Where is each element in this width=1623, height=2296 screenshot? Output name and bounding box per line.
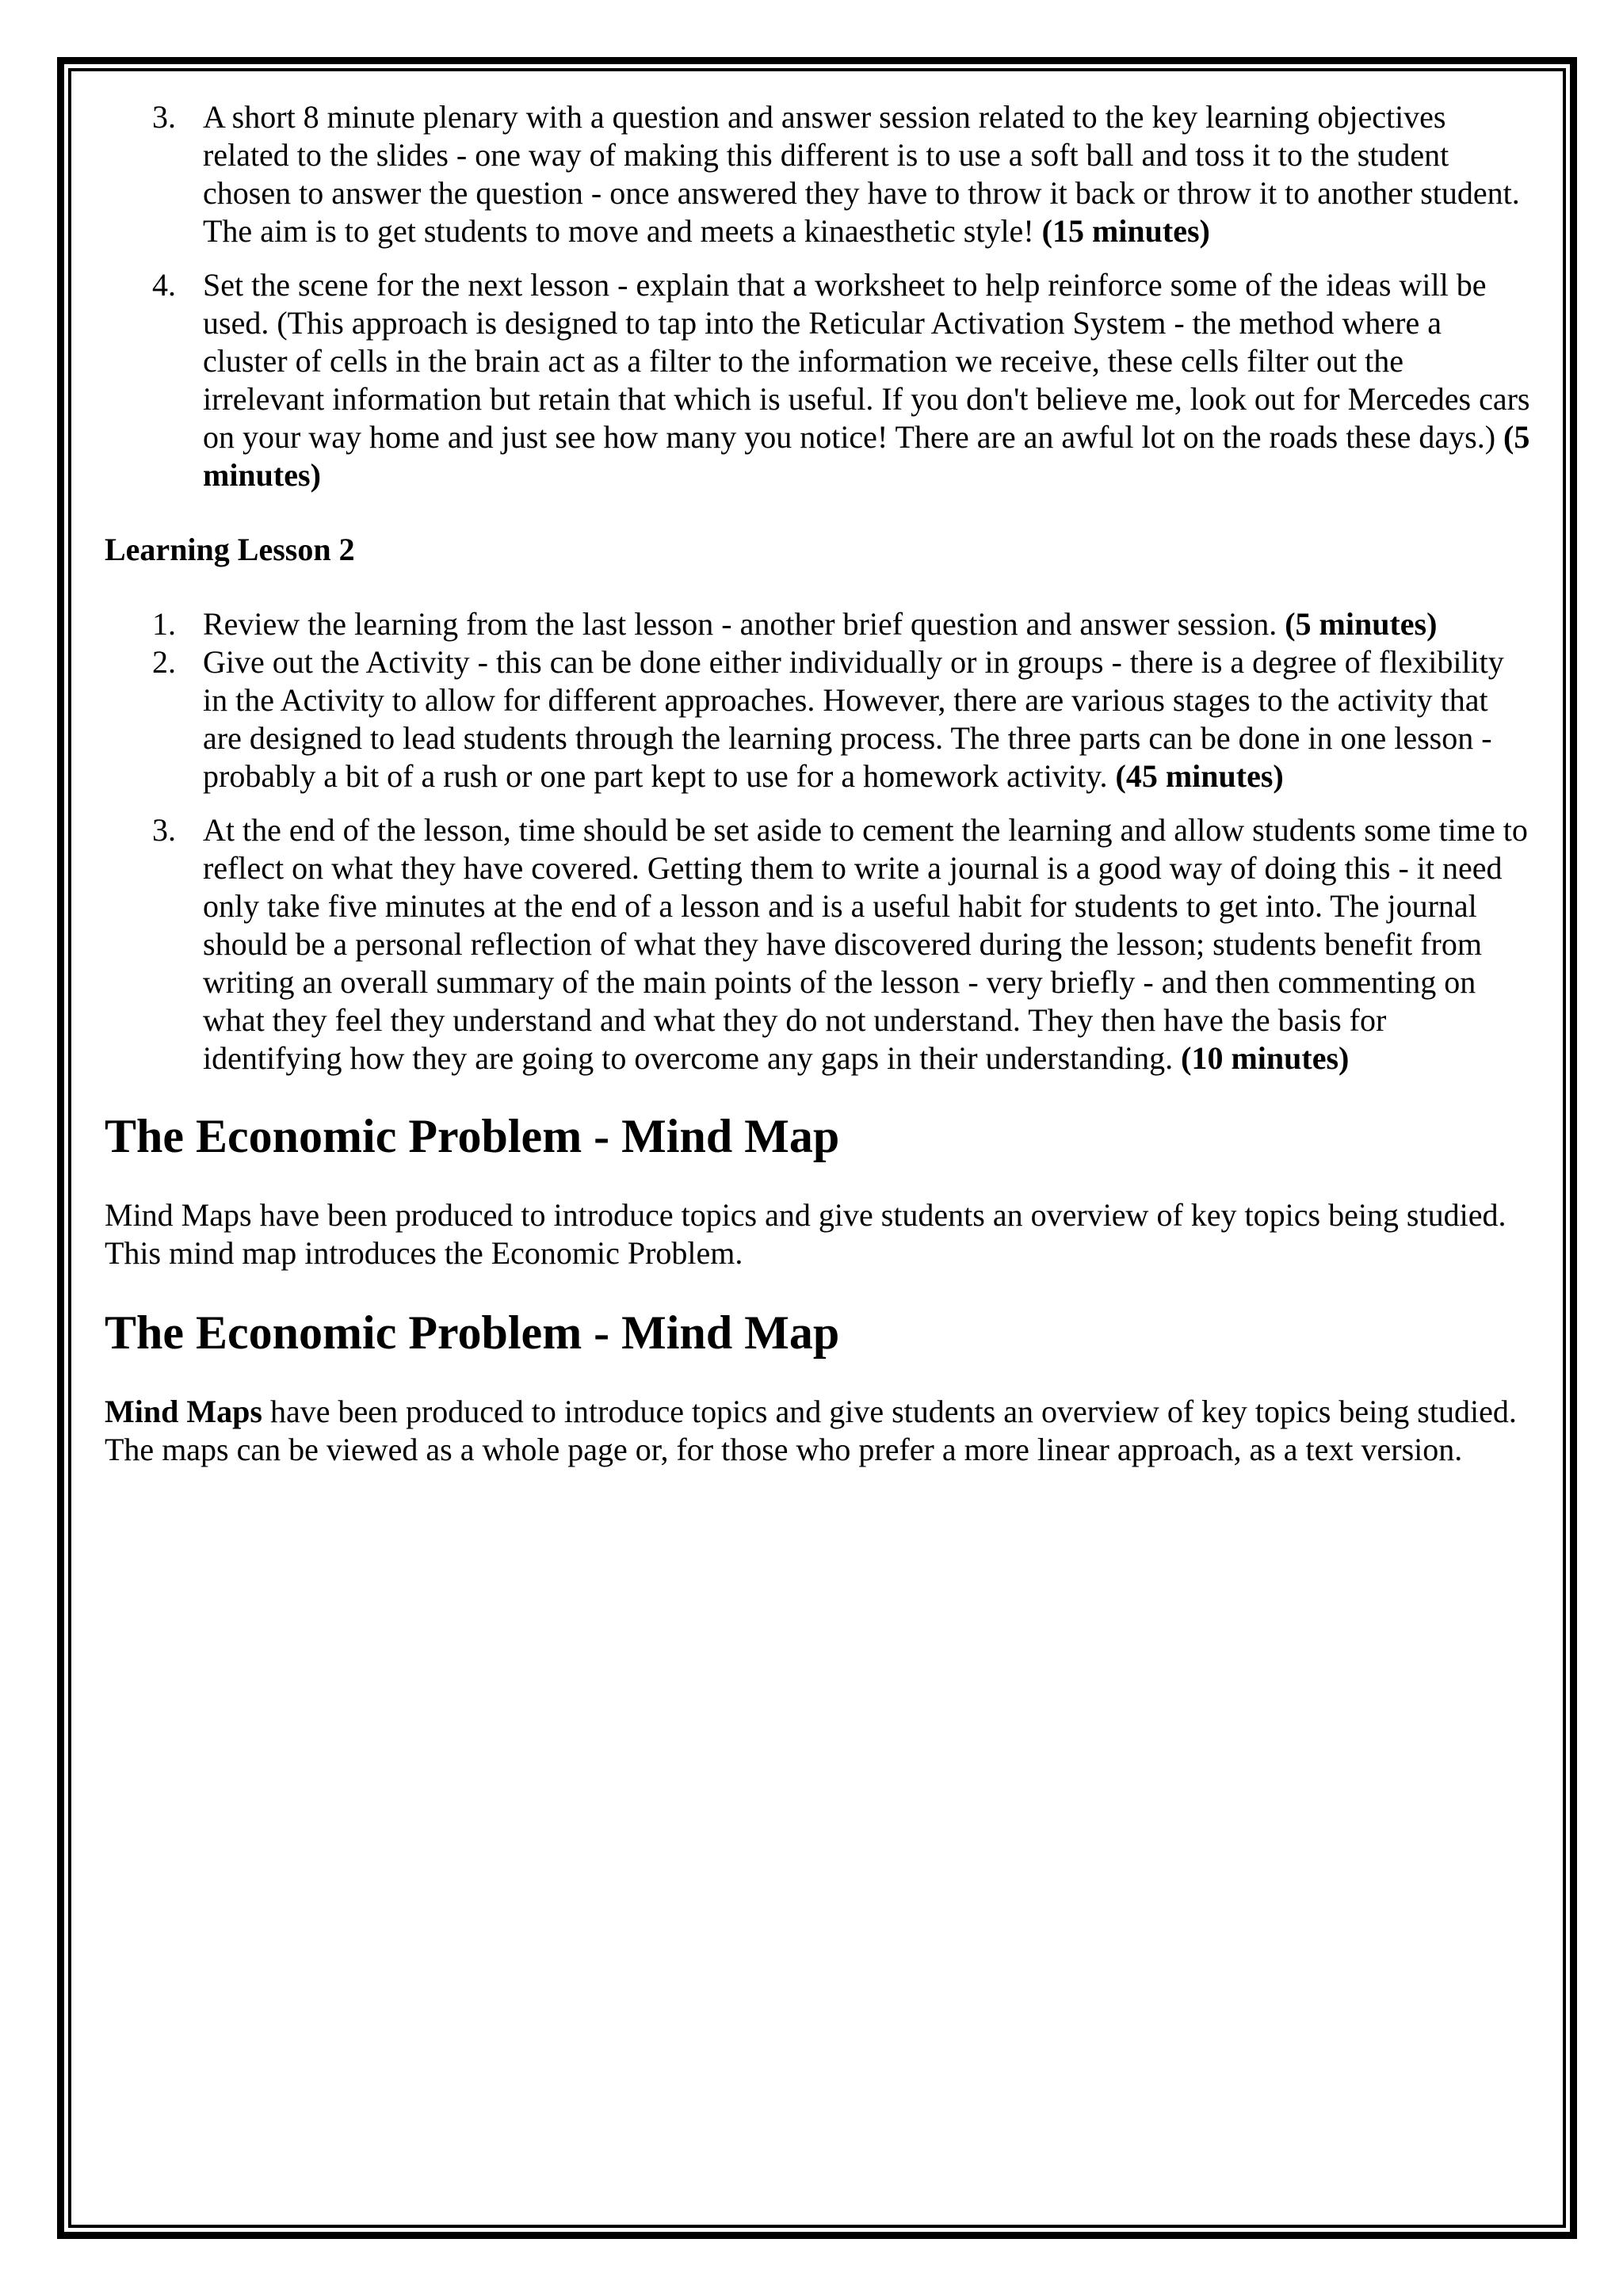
section-paragraph: Mind Maps have been produced to introduce topics and give students an overview of key topics being studied. This mind map introduces the Economic Problem. bbox=[105, 1197, 1507, 1271]
list-item-text: At the end of the lesson, time should be set aside to cement the learning and allow students some time to reflect on what they have covered. Getting them to write a journal is a good way of doing this - it need only take five minutes at the end of a lesson and is a useful habit for students to get into. The journal should be a personal reflection of what they have discovered during the lesson; students benefit from writing an overall summary of the main points of the lesson - very briefly - and then commenting on what they feel they understand and what they do not understand. They then have the basis for identifying how they are going to overcome any gaps in their understanding. bbox=[203, 812, 1528, 1076]
list-item-text: A short 8 minute plenary with a question and answer session related to the key learning objectives related to the slides - one way of making this different is to use a soft ball and toss it to the student chosen to answer the question - once answered they have to throw it back or throw it to another student. The aim is to get students to move and meets a kinaesthetic style! bbox=[203, 99, 1520, 249]
list-item bbox=[105, 605, 1531, 643]
duration-label: (10 minutes) bbox=[1181, 1040, 1350, 1076]
list-item-text: Give out the Activity - this can be done either individually or in groups - there is a degree of flexibility in the Activity to allow for different approaches. However, there are various stages to the activity that are designed to lead students through the learning process. The three parts can be done in one lesson - probably a bit of a rush or one part kept to use for a homework activity. bbox=[203, 644, 1504, 794]
section-title: The Economic Problem - Mind Map bbox=[105, 1110, 840, 1162]
lesson2-list bbox=[105, 605, 1531, 1077]
lesson2-heading: Learning Lesson 2 bbox=[105, 532, 355, 567]
list-item-text: Set the scene for the next lesson - explain that a worksheet to help reinforce some of the ideas will be used. (This approach is designed to tap into the Reticular Activation System - the method where a cluster of cells in the brain act as a filter to the information we receive, these cells filter out the irrelevant information but retain that which is useful. If you don't believe me, look out for Mercedes cars on your way home and just see how many you notice! There are an awful lot on the roads these days.) bbox=[203, 267, 1530, 455]
duration-label: (5 minutes) bbox=[1285, 606, 1438, 642]
list-number: 1. bbox=[152, 606, 176, 642]
list-item bbox=[105, 98, 1531, 250]
bold-lead: Mind Maps bbox=[105, 1394, 262, 1429]
lesson1-list-continued bbox=[105, 98, 1531, 494]
list-item bbox=[105, 811, 1531, 1077]
list-item bbox=[105, 643, 1531, 795]
paragraph-text: have been produced to introduce topics and give students an overview of key topics being studied. The maps can be viewed as a whole page or, for those who prefer a more linear approach, as a text version. bbox=[105, 1394, 1517, 1467]
duration-label: (5 minutes) bbox=[203, 419, 1530, 493]
duration-label: (15 minutes) bbox=[1041, 213, 1210, 249]
list-item-text: Review the learning from the last lesson - another brief question and answer session. bbox=[203, 606, 1285, 642]
section-paragraph bbox=[105, 1393, 1531, 1469]
section-title: The Economic Problem - Mind Map bbox=[105, 1306, 840, 1359]
list-number: 3. bbox=[152, 812, 176, 848]
list-number: 4. bbox=[152, 267, 176, 303]
list-item bbox=[105, 266, 1531, 494]
list-number: 3. bbox=[152, 99, 176, 135]
document-content bbox=[105, 98, 1531, 1469]
list-number: 2. bbox=[152, 644, 176, 680]
duration-label: (45 minutes) bbox=[1115, 758, 1284, 794]
